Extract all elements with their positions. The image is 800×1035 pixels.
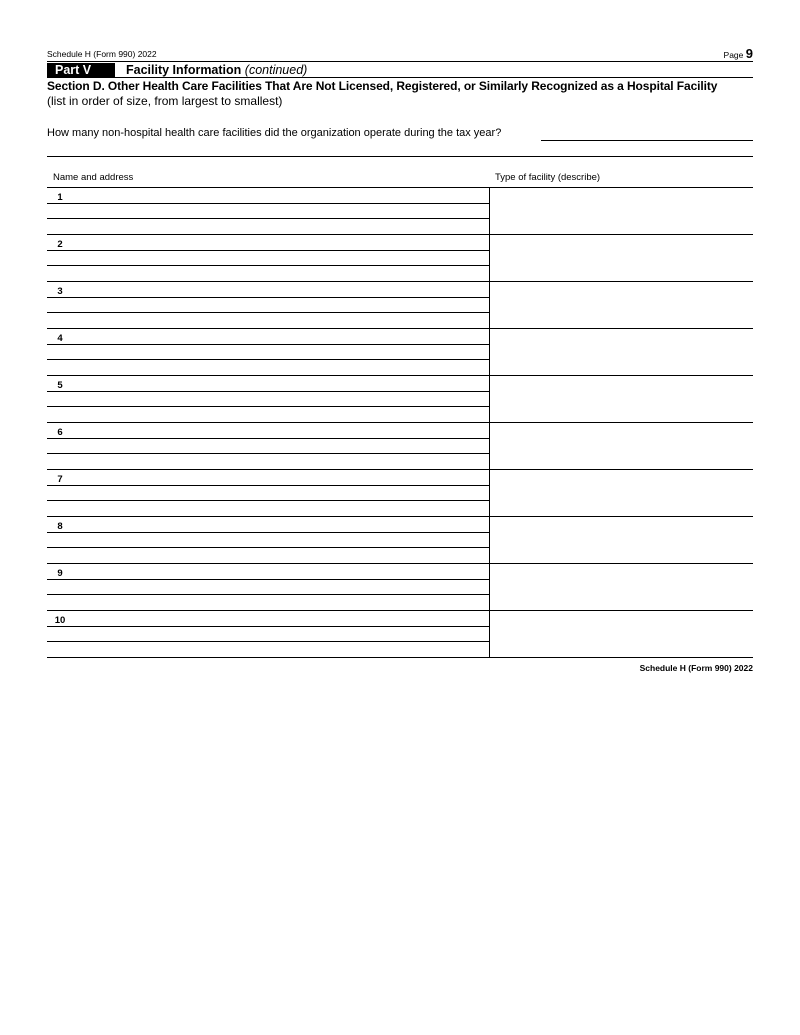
name-address-line[interactable]	[47, 312, 489, 313]
part-tab: Part V	[47, 63, 115, 77]
row-number: 7	[57, 474, 63, 485]
part-title-continued: (continued)	[244, 63, 308, 77]
name-address-line[interactable]	[47, 406, 489, 407]
section-subheading: (list in order of size, from largest to smallest)	[47, 94, 283, 108]
name-address-line[interactable]	[47, 344, 489, 345]
name-address-line[interactable]	[47, 641, 489, 642]
name-address-line[interactable]	[47, 626, 489, 627]
section-heading: Section D. Other Health Care Facilities That Are Not Licensed, Registered, or Similarly Recognized as a Hospital Facility	[47, 79, 718, 93]
column-divider	[489, 187, 490, 658]
row-number: 9	[57, 568, 63, 579]
row-number: 2	[57, 239, 63, 250]
row-number: 8	[57, 521, 63, 532]
facility-type-field[interactable]	[490, 564, 753, 610]
page-word: Page	[723, 50, 744, 60]
facility-type-field[interactable]	[490, 376, 753, 422]
name-address-line[interactable]	[47, 579, 489, 580]
page-indicator	[724, 46, 753, 61]
name-address-line[interactable]	[47, 250, 489, 251]
header-rule	[47, 61, 753, 62]
name-address-line[interactable]	[47, 218, 489, 219]
name-address-line[interactable]	[47, 485, 489, 486]
form-label: Schedule H (Form 990) 2022	[47, 49, 157, 59]
name-address-line[interactable]	[47, 594, 489, 595]
facility-count-answer-field[interactable]	[541, 140, 753, 141]
row-number: 1	[57, 192, 63, 203]
facility-count-question: How many non-hospital health care facilities did the organization operate during the tax year?	[47, 127, 502, 139]
name-address-line[interactable]	[47, 203, 489, 204]
separator-line	[47, 156, 753, 157]
row-number: 6	[57, 427, 63, 438]
name-address-line[interactable]	[47, 500, 489, 501]
facility-type-field[interactable]	[490, 470, 753, 516]
name-address-line[interactable]	[47, 547, 489, 548]
name-address-line[interactable]	[47, 438, 489, 439]
row-number: 3	[57, 286, 63, 297]
name-address-line[interactable]	[47, 265, 489, 266]
facility-type-field[interactable]	[490, 423, 753, 469]
column-header-facility-type: Type of facility (describe)	[495, 172, 601, 183]
name-address-line[interactable]	[47, 297, 489, 298]
facility-type-field[interactable]	[490, 329, 753, 375]
name-address-line[interactable]	[47, 532, 489, 533]
facility-type-field[interactable]	[490, 188, 753, 234]
facility-type-field[interactable]	[490, 611, 753, 657]
name-address-line[interactable]	[47, 453, 489, 454]
facility-type-field[interactable]	[490, 235, 753, 281]
column-header-name-address: Name and address	[53, 172, 134, 183]
page-number: 9	[745, 46, 753, 61]
row-number: 10	[54, 615, 66, 626]
footer-form-label: Schedule H (Form 990) 2022	[639, 663, 753, 673]
part-title	[126, 63, 307, 77]
name-address-line[interactable]	[47, 359, 489, 360]
facility-type-field[interactable]	[490, 517, 753, 563]
name-address-line[interactable]	[47, 391, 489, 392]
row-number: 4	[57, 333, 63, 344]
row-bottom-rule	[47, 657, 753, 658]
part-title-main: Facility Information	[126, 63, 242, 77]
part-rule	[47, 77, 753, 78]
row-number: 5	[57, 380, 63, 391]
facility-type-field[interactable]	[490, 282, 753, 328]
